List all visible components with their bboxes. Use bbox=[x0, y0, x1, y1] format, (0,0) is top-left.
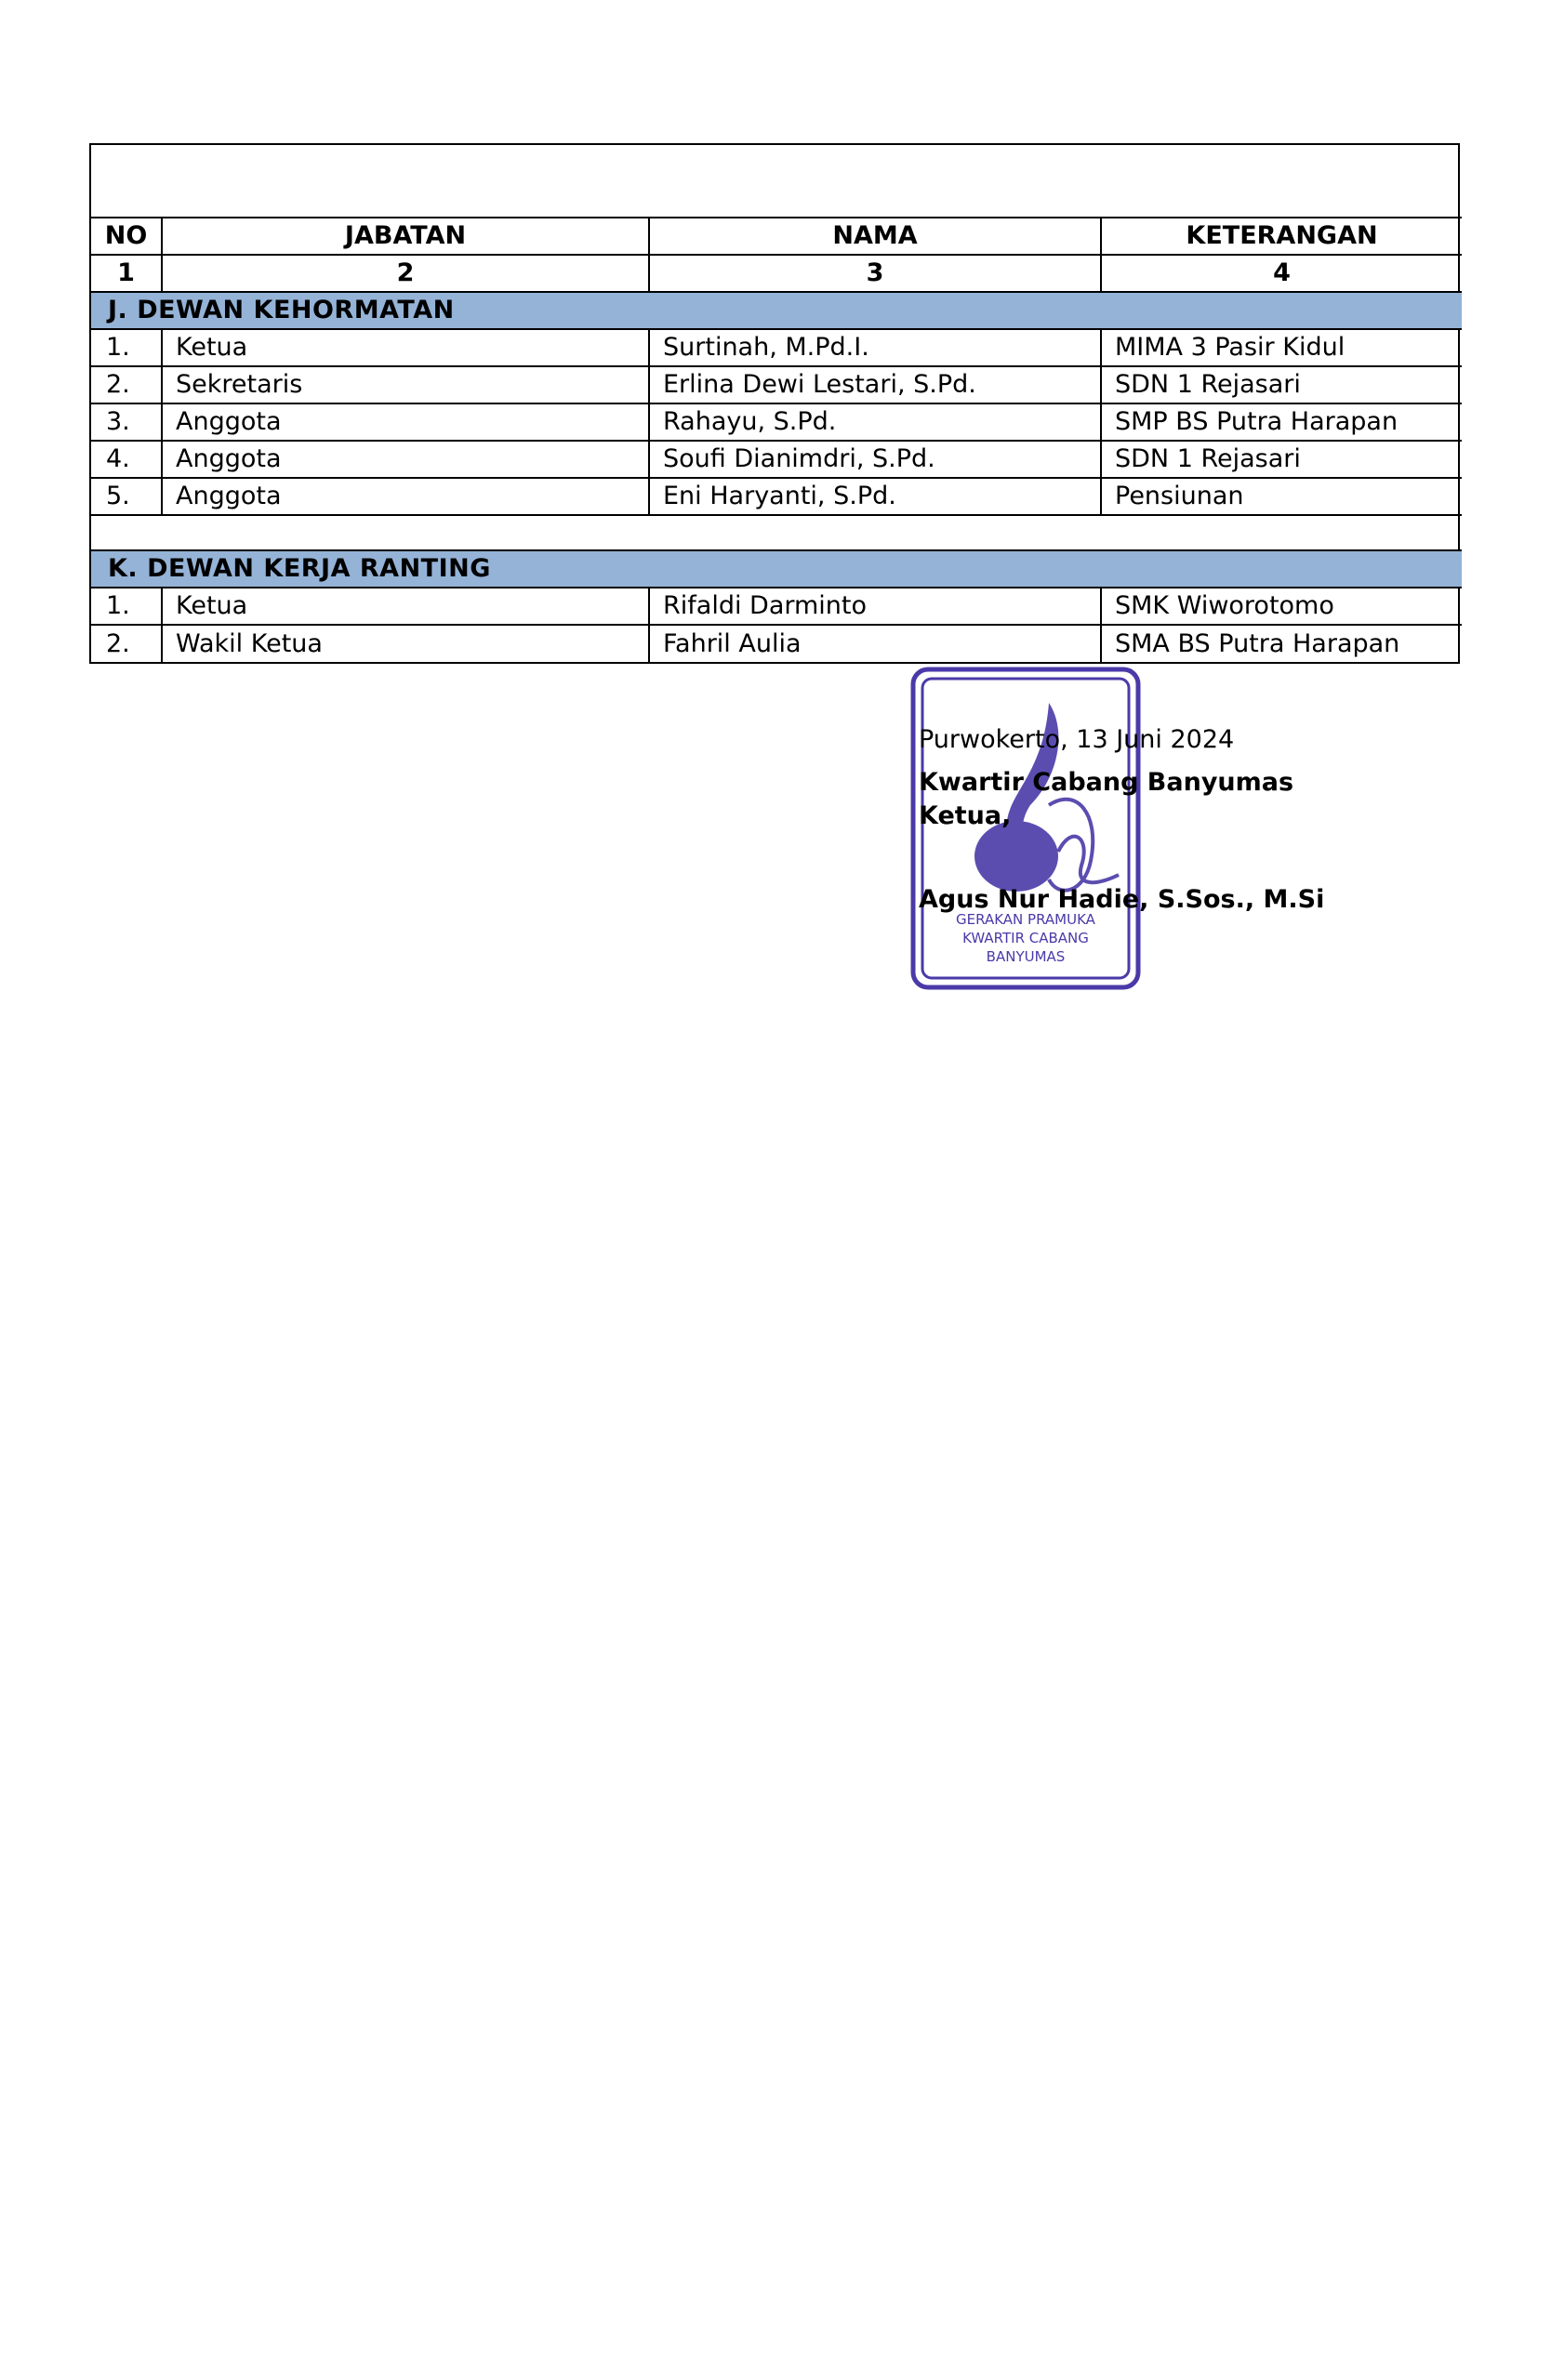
stamp-line-1: GERAKAN PRAMUKA bbox=[956, 911, 1095, 928]
row-jabatan: Ketua bbox=[162, 329, 649, 366]
row-no: 1. bbox=[91, 329, 162, 366]
column-number: 1 bbox=[91, 255, 162, 292]
row-no: 1. bbox=[91, 588, 162, 625]
table-row bbox=[91, 441, 1462, 478]
row-nama: Erlina Dewi Lestari, S.Pd. bbox=[649, 366, 1101, 403]
table-top-blank-row bbox=[91, 145, 1462, 218]
header-no: NO bbox=[91, 218, 162, 255]
row-keterangan: SMA BS Putra Harapan bbox=[1101, 625, 1462, 662]
organization-name: Kwartir Cabang Banyumas bbox=[919, 768, 1294, 797]
header-nama: NAMA bbox=[649, 218, 1101, 255]
column-number: 2 bbox=[162, 255, 649, 292]
row-no: 2. bbox=[91, 366, 162, 403]
org-table bbox=[89, 143, 1460, 664]
table-row bbox=[91, 366, 1462, 403]
row-keterangan: SDN 1 Rejasari bbox=[1101, 441, 1462, 478]
place-date: Purwokerto, 13 Juni 2024 bbox=[919, 725, 1235, 754]
table-row bbox=[91, 329, 1462, 366]
row-no: 2. bbox=[91, 625, 162, 662]
table-row bbox=[91, 588, 1462, 625]
column-number: 4 bbox=[1101, 255, 1462, 292]
header-row bbox=[91, 218, 1462, 255]
row-nama: Eni Haryanti, S.Pd. bbox=[649, 478, 1101, 515]
row-nama: Soufi Dianimdri, S.Pd. bbox=[649, 441, 1101, 478]
signer-name: Agus Nur Hadie, S.Sos., M.Si bbox=[919, 885, 1325, 914]
row-jabatan: Ketua bbox=[162, 588, 649, 625]
row-jabatan: Anggota bbox=[162, 441, 649, 478]
row-jabatan: Wakil Ketua bbox=[162, 625, 649, 662]
table-row bbox=[91, 478, 1462, 515]
column-number-row bbox=[91, 255, 1462, 292]
row-nama: Rahayu, S.Pd. bbox=[649, 403, 1101, 441]
section-heading-dewan-kerja-ranting: K. DEWAN KERJA RANTING bbox=[91, 550, 1462, 588]
row-nama: Fahril Aulia bbox=[649, 625, 1101, 662]
spacer-row bbox=[91, 515, 1462, 550]
column-number: 3 bbox=[649, 255, 1101, 292]
row-keterangan: SMP BS Putra Harapan bbox=[1101, 403, 1462, 441]
row-nama: Rifaldi Darminto bbox=[649, 588, 1101, 625]
row-keterangan: MIMA 3 Pasir Kidul bbox=[1101, 329, 1462, 366]
row-jabatan: Sekretaris bbox=[162, 366, 649, 403]
row-keterangan: Pensiunan bbox=[1101, 478, 1462, 515]
row-jabatan: Anggota bbox=[162, 478, 649, 515]
row-no: 4. bbox=[91, 441, 162, 478]
header-keterangan: KETERANGAN bbox=[1101, 218, 1462, 255]
row-keterangan: SMK Wiworotomo bbox=[1101, 588, 1462, 625]
row-keterangan: SDN 1 Rejasari bbox=[1101, 366, 1462, 403]
row-jabatan: Anggota bbox=[162, 403, 649, 441]
row-nama: Surtinah, M.Pd.I. bbox=[649, 329, 1101, 366]
table-row bbox=[91, 625, 1462, 662]
stamp-line-2: KWARTIR CABANG bbox=[962, 930, 1089, 946]
stamp-line-3: BANYUMAS bbox=[986, 948, 1066, 965]
header-jabatan: JABATAN bbox=[162, 218, 649, 255]
row-no: 3. bbox=[91, 403, 162, 441]
table-row bbox=[91, 403, 1462, 441]
section-heading-dewan-kehormatan: J. DEWAN KEHORMATAN bbox=[91, 292, 1462, 329]
signer-role: Ketua, bbox=[919, 801, 1012, 830]
row-no: 5. bbox=[91, 478, 162, 515]
